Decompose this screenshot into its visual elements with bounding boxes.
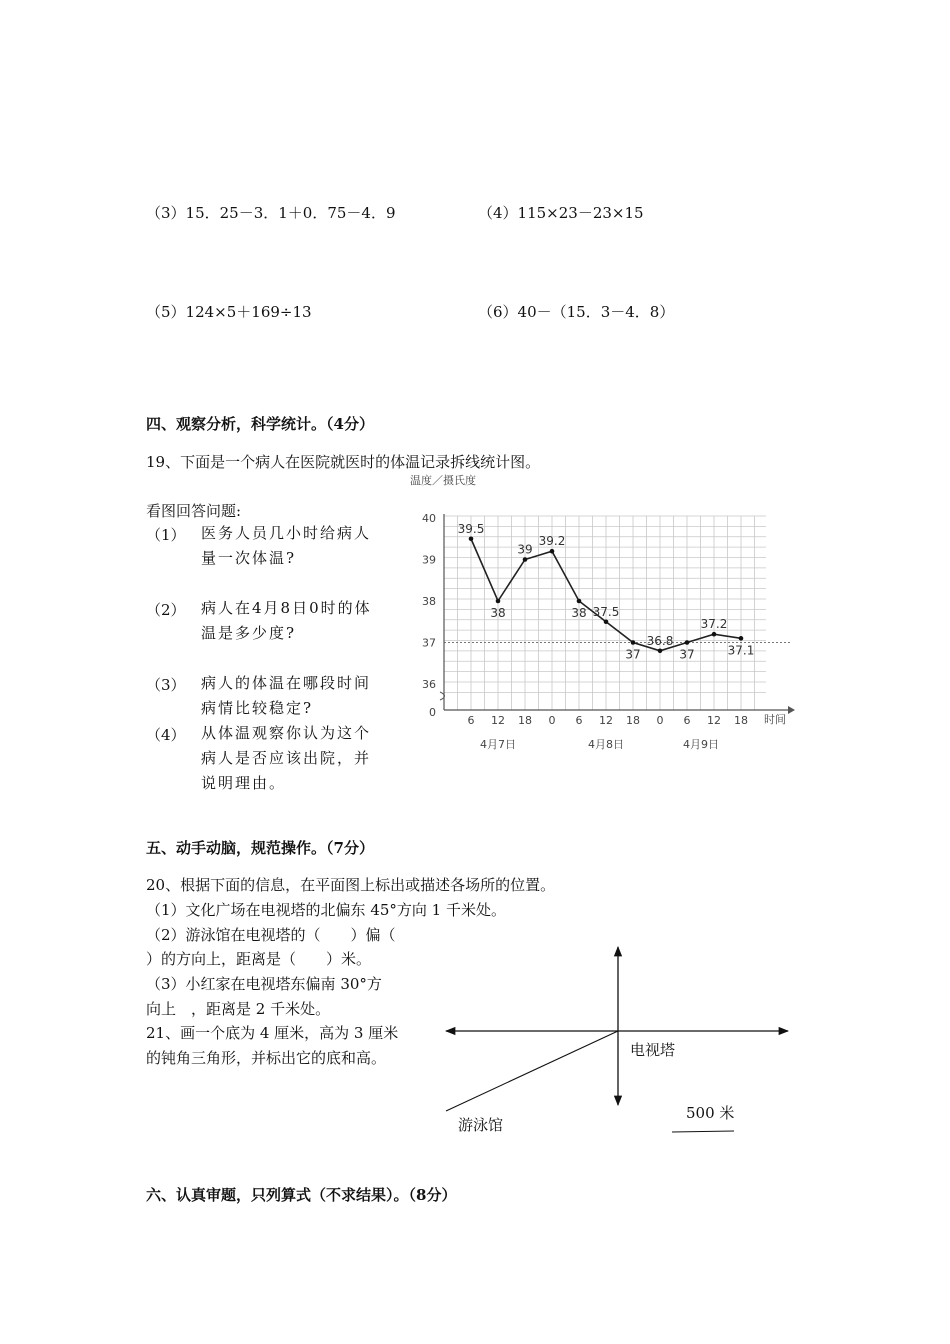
x-tick-label: 0 bbox=[656, 714, 664, 727]
data-point bbox=[604, 619, 609, 624]
q20-item-2-line2: ）的方向上，距离是（ ）米。 bbox=[146, 950, 372, 968]
q21-text-line1: 21、画一个底为 4 厘米，高为 3 厘米 bbox=[146, 1024, 399, 1042]
data-point bbox=[523, 557, 528, 562]
question-text: 医务人员几小时给病人量一次体温? bbox=[201, 524, 372, 567]
x-tick-label: 0 bbox=[548, 714, 556, 727]
data-label: 39 bbox=[517, 542, 533, 557]
calc-q4: （4）115×23－23×15 bbox=[478, 204, 644, 222]
question-text: 病人在4月8日0时的体温是多少度? bbox=[201, 599, 372, 642]
data-label: 37 bbox=[625, 647, 641, 662]
section5-heading: 五、动手动脑，规范操作。（7分） bbox=[146, 839, 374, 857]
question-number: （3） bbox=[146, 676, 186, 694]
data-label: 38 bbox=[571, 606, 587, 620]
x-tick-label: 6 bbox=[467, 714, 475, 727]
section6-heading: 六、认真审题，只列算式（不求结果）。（8分） bbox=[146, 1186, 457, 1204]
data-point bbox=[658, 649, 663, 654]
data-point bbox=[469, 536, 474, 541]
x-axis-arrow bbox=[788, 706, 795, 714]
data-label: 37 bbox=[679, 647, 695, 662]
data-point bbox=[631, 640, 636, 645]
x-tick-label: 6 bbox=[575, 714, 583, 727]
x-tick-label: 12 bbox=[491, 714, 505, 727]
data-point bbox=[739, 636, 744, 641]
data-label: 39.2 bbox=[538, 534, 566, 549]
q19-intro: 看图回答问题: bbox=[146, 502, 242, 520]
q21-text-line2: 的钝角三角形，并标出它的底和高。 bbox=[146, 1049, 387, 1067]
chart-x-axis-label: 时间 bbox=[764, 713, 786, 726]
y-tick-label: 39 bbox=[422, 553, 436, 567]
x-tick-label: 18 bbox=[734, 714, 748, 727]
y-tick-label: 40 bbox=[422, 512, 436, 525]
y-tick-label: 38 bbox=[422, 595, 436, 608]
pool-direction-line bbox=[446, 1031, 618, 1111]
data-label: 38 bbox=[490, 606, 506, 620]
q20-item-3-line1: （3）小红家在电视塔东偏南 30°方 bbox=[146, 975, 382, 993]
data-point bbox=[550, 549, 555, 554]
x-tick-label: 6 bbox=[683, 714, 691, 727]
scale-bar bbox=[672, 1131, 734, 1132]
x-tick-label: 18 bbox=[626, 714, 640, 727]
calc-q6: （6）40－（15．3－4．8） bbox=[478, 303, 675, 321]
chart-y-axis-label: 温度／摄氏度 bbox=[410, 474, 476, 487]
data-label: 36.8 bbox=[646, 633, 674, 648]
y-tick-label: 37 bbox=[422, 636, 436, 650]
scale-label: 500 米 bbox=[686, 1104, 735, 1122]
day-group-label: 4月8日 bbox=[588, 738, 624, 751]
data-point bbox=[577, 599, 582, 604]
question-text: 病人的体温在哪段时间病情比较稳定? bbox=[201, 674, 372, 717]
data-point bbox=[685, 640, 690, 645]
data-label: 39.5 bbox=[457, 521, 485, 536]
q20-text: 20、根据下面的信息，在平面图上标出或描述各场所的位置。 bbox=[146, 876, 556, 894]
day-group-label: 4月9日 bbox=[683, 738, 719, 751]
tower-label: 电视塔 bbox=[630, 1041, 676, 1059]
question-text: 从体温观察你认为这个病人是否应该出院，并说明理由。 bbox=[201, 724, 372, 792]
x-tick-label: 12 bbox=[599, 714, 613, 727]
data-point bbox=[712, 632, 717, 637]
y-tick-label: 0 bbox=[429, 706, 436, 719]
question-number: （2） bbox=[146, 601, 186, 619]
q20-item-3-line2: 向上 ，距离是 2 千米处。 bbox=[146, 1000, 331, 1018]
question-number: （1） bbox=[146, 526, 186, 544]
q19-text: 19、下面是一个病人在医院就医时的体温记录拆线统计图。 bbox=[146, 453, 541, 471]
pool-label: 游泳馆 bbox=[458, 1116, 504, 1134]
data-label: 37.5 bbox=[592, 604, 620, 619]
question-number: （4） bbox=[146, 726, 186, 744]
data-label: 37.1 bbox=[727, 643, 755, 658]
x-tick-label: 18 bbox=[518, 714, 532, 727]
y-tick-label: 36 bbox=[422, 678, 436, 691]
data-label: 37.2 bbox=[700, 617, 728, 632]
data-point bbox=[496, 599, 501, 604]
day-group-label: 4月7日 bbox=[480, 738, 516, 751]
x-tick-label: 12 bbox=[707, 714, 721, 727]
q20-item-2-line1: （2）游泳馆在电视塔的（ ）偏（ bbox=[146, 926, 396, 944]
q20-item-1: （1）文化广场在电视塔的北偏东 45°方向 1 千米处。 bbox=[146, 901, 506, 919]
calc-q3: （3）15．25－3．1＋0．75－4．9 bbox=[146, 204, 396, 222]
temperature-line-chart bbox=[400, 470, 800, 760]
section4-heading: 四、观察分析，科学统计。（4分） bbox=[146, 415, 374, 433]
calc-q5: （5）124×5＋169÷13 bbox=[146, 303, 312, 321]
